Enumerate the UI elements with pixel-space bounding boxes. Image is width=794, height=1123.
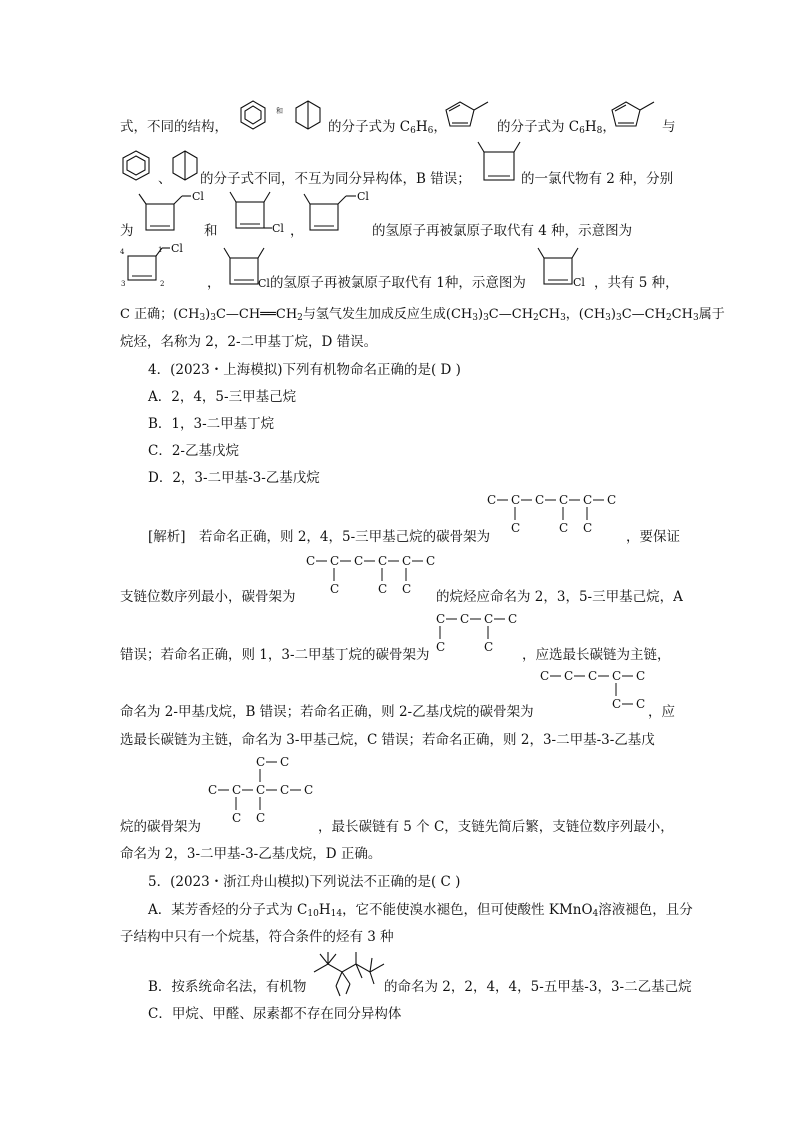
text: 的分子式不同，不互为同分异构体，B 错误；: [200, 171, 471, 187]
text: ，: [433, 119, 447, 135]
option-a: [148, 898, 693, 919]
text: ，它不能使溴水褪色，但可使酸性 KMnO: [342, 902, 593, 918]
option-c: C．甲烷、甲醛、尿素都不存在同分异构体: [148, 1006, 402, 1022]
text-line: [497, 115, 616, 136]
option-b: B．按系统命名法，有机物: [148, 979, 307, 995]
subscript: 8: [596, 126, 603, 136]
dichloro-cyclobutene-structure: [536, 244, 602, 290]
carbon-atom: C: [436, 612, 446, 626]
carbon-atom: C: [208, 783, 218, 797]
cl-label: Cl: [573, 276, 585, 289]
carbon-atom: C: [484, 640, 494, 654]
carbon-atom: C: [436, 640, 446, 654]
chloro-cyclobutene-structure-1: [136, 188, 206, 236]
position-1: 1: [158, 246, 163, 254]
subscript: 3: [472, 313, 478, 323]
analysis-text: ，应: [648, 704, 675, 720]
text: ): [610, 307, 616, 322]
option-a-cont: 子结构中只有一个烷基，符合条件的烃有 3 种: [120, 929, 394, 945]
text: A．某芳香烃的分子式为 C: [148, 902, 308, 918]
text: ，共有 5 种，: [594, 275, 679, 291]
carbon-atom: C: [402, 582, 412, 596]
carbon-atom: C: [612, 697, 622, 711]
carbon-atom: C: [330, 582, 340, 596]
carbon-atom: C: [280, 755, 290, 769]
carbon-atom: C: [484, 612, 494, 626]
text: ，: [602, 119, 616, 135]
carbon-skeleton-1: [485, 490, 625, 540]
text: H: [584, 119, 597, 135]
question-4-stem: 4．(2023・上海模拟)下列有机物命名正确的是( D ): [148, 362, 461, 378]
text-line: [120, 303, 725, 323]
text: 的一氯代物有 2 种，分别: [521, 171, 674, 187]
carbon-atom: C: [378, 582, 388, 596]
text: ): [477, 307, 484, 322]
option-b: B．1，3-二甲基丁烷: [148, 416, 275, 432]
option-c: C．2-乙基戊烷: [148, 443, 239, 459]
subscript: 10: [307, 909, 319, 919]
option-b-name: 的命名为 2，2，4，4，5-五甲基-3，3-二乙基己烷: [384, 979, 692, 995]
chloro-cyclobutene-structure-3: [302, 188, 372, 236]
dimethylcyclobutene-structure: [476, 140, 522, 184]
option-d: D．2，3-二甲基-3-乙基戊烷: [148, 470, 320, 486]
subscript: 2: [665, 313, 672, 323]
text: 与氢气发生加成反应生成(CH: [302, 307, 473, 322]
carbon-atom: C: [256, 811, 266, 825]
carbon-skeleton-2: [304, 551, 444, 601]
dewar-benzene-structure: [170, 148, 200, 184]
carbon-atom: C: [559, 521, 569, 535]
subscript: 6: [427, 126, 434, 136]
subscript: 4: [592, 909, 599, 919]
carbon-atom: C: [564, 669, 574, 683]
carbon-atom: C: [330, 554, 340, 568]
position-4: 4: [120, 248, 125, 256]
subscript: 3: [483, 313, 489, 323]
subscript: 3: [605, 313, 611, 323]
carbon-atom: C: [426, 554, 436, 568]
carbon-atom: C: [304, 783, 314, 797]
text: C—CH: [621, 307, 666, 322]
carbon-skeleton-4: [538, 666, 648, 716]
cl-label: Cl: [357, 190, 369, 203]
position-2: 2: [160, 280, 165, 288]
analysis-text: 支链位数序列最小，碳骨架为: [120, 589, 296, 605]
text: ): [205, 307, 211, 322]
text-line: [258, 271, 526, 291]
text: CH: [538, 307, 561, 322]
methylcyclopentadiene-structure-2: [606, 96, 661, 132]
carbon-atom: C: [535, 493, 545, 507]
subscript: 3: [615, 313, 622, 323]
carbon-atom: C: [256, 783, 266, 797]
chloro-cyclobutene-structure-2: [228, 188, 290, 236]
carbon-atom: C: [354, 554, 364, 568]
analysis-text: 错误；若命名正确，则 1，3-二甲基丁烷的碳骨架为: [120, 647, 430, 663]
carbon-atom: C: [508, 612, 518, 626]
text: H: [415, 119, 428, 135]
cl-label: Cl: [272, 222, 284, 235]
subscript: 14: [330, 909, 343, 919]
subscript: 2: [533, 313, 539, 323]
subscript: 3: [692, 313, 699, 323]
subscript: 6: [579, 126, 585, 136]
carbon-atom: C: [402, 554, 412, 568]
cl-label: Cl: [171, 242, 183, 255]
text: 的氢原子再被氯原子取代有 4 种，示意图为: [372, 223, 633, 239]
text: 与: [662, 119, 676, 135]
carbon-atom: C: [583, 521, 593, 535]
carbon-atom: C: [306, 554, 316, 568]
text: 的分子式为 C: [328, 119, 411, 135]
subscript: 3: [560, 313, 566, 323]
subscript: 6: [410, 126, 416, 136]
text: CH: [671, 307, 693, 322]
carbon-atom: C: [511, 493, 521, 507]
text: 的分子式为 C: [497, 119, 580, 135]
analysis-text: ，应选最长碳链为主链，: [522, 647, 671, 663]
analysis-text: [解析] 若命名正确，则 2，4，5-三甲基己烷的碳骨架为: [148, 529, 491, 545]
text-line: [120, 115, 228, 135]
text: 的氢原子再被氯原子取代有 1种，示意图为: [269, 275, 526, 291]
text: ，(CH: [565, 307, 606, 322]
analysis-text: 命名为 2-甲基戊烷，B 错误；若命名正确，则 2-乙基戊烷的碳骨架为: [120, 704, 534, 720]
carbon-atom: C: [232, 811, 242, 825]
numbered-chloro-cyclobutene-structure: [118, 240, 188, 290]
text: H: [318, 902, 331, 918]
carbon-atom: C: [607, 493, 617, 507]
carbon-atom: C: [232, 783, 242, 797]
carbon-skeleton-5: [206, 752, 316, 832]
text: C—CH══CH: [215, 307, 298, 322]
benzene-and-dewar-structures: [238, 97, 328, 131]
cl-label: Cl: [258, 277, 270, 290]
carbon-atom: C: [256, 755, 266, 769]
text: 和: [204, 223, 218, 239]
text: C—CH: [488, 307, 534, 322]
carbon-skeleton-3: [434, 609, 534, 659]
carbon-atom: C: [559, 493, 569, 507]
carbon-atom: C: [583, 493, 593, 507]
cl-label: Cl: [192, 190, 204, 203]
carbon-atom: C: [540, 669, 550, 683]
text: ，: [207, 275, 221, 291]
subscript: 3: [210, 313, 216, 323]
text: C 正确；(CH: [120, 307, 200, 322]
skeletal-formula-structure: [310, 950, 388, 998]
carbon-atom: C: [588, 669, 598, 683]
text: ，: [290, 223, 304, 239]
carbon-atom: C: [511, 521, 521, 535]
carbon-atom: C: [460, 612, 470, 626]
analysis-text: 的烷烃应命名为 2，3，5-三甲基己烷，A: [436, 589, 683, 605]
text: 属于: [698, 307, 725, 322]
carbon-atom: C: [636, 697, 646, 711]
text: 、: [158, 171, 172, 187]
text: 为: [120, 223, 134, 239]
text: 式，不同的结构，: [120, 119, 228, 135]
carbon-atom: C: [487, 493, 497, 507]
analysis-text: ，最长碳链有 5 个 C，支链先简后繁，支链位数序列最小，: [318, 819, 674, 835]
carbon-atom: C: [378, 554, 388, 568]
carbon-atom: C: [280, 783, 290, 797]
methylcyclopentadiene-structure: [440, 96, 495, 132]
subscript: 2: [297, 313, 303, 323]
and-label: 和: [276, 107, 283, 115]
text-line: [328, 115, 447, 136]
carbon-atom: C: [636, 669, 646, 683]
analysis-text: 选最长碳链为主链，命名为 3-甲基己烷，C 错误；若命名正确，则 2，3-二甲基-3-乙基戊: [120, 732, 655, 748]
option-a: A．2，4，5-三甲基己烷: [148, 389, 297, 405]
question-5-stem: 5．(2023・浙江舟山模拟)下列说法不正确的是( C ): [148, 874, 461, 890]
analysis-text: 烷的碳骨架为: [120, 819, 201, 835]
text: 烷烃，名称为 2，2-二甲基丁烷，D 错误。: [120, 334, 378, 350]
carbon-atom: C: [612, 669, 622, 683]
benzene-structure: [120, 148, 156, 184]
analysis-text: ，要保证: [626, 529, 680, 545]
analysis-text: 命名为 2，3-二甲基-3-乙基戊烷，D 正确。: [120, 846, 382, 862]
position-3: 3: [121, 280, 126, 288]
subscript: 3: [199, 313, 206, 323]
text: 溶液褪色，且分: [598, 902, 693, 918]
